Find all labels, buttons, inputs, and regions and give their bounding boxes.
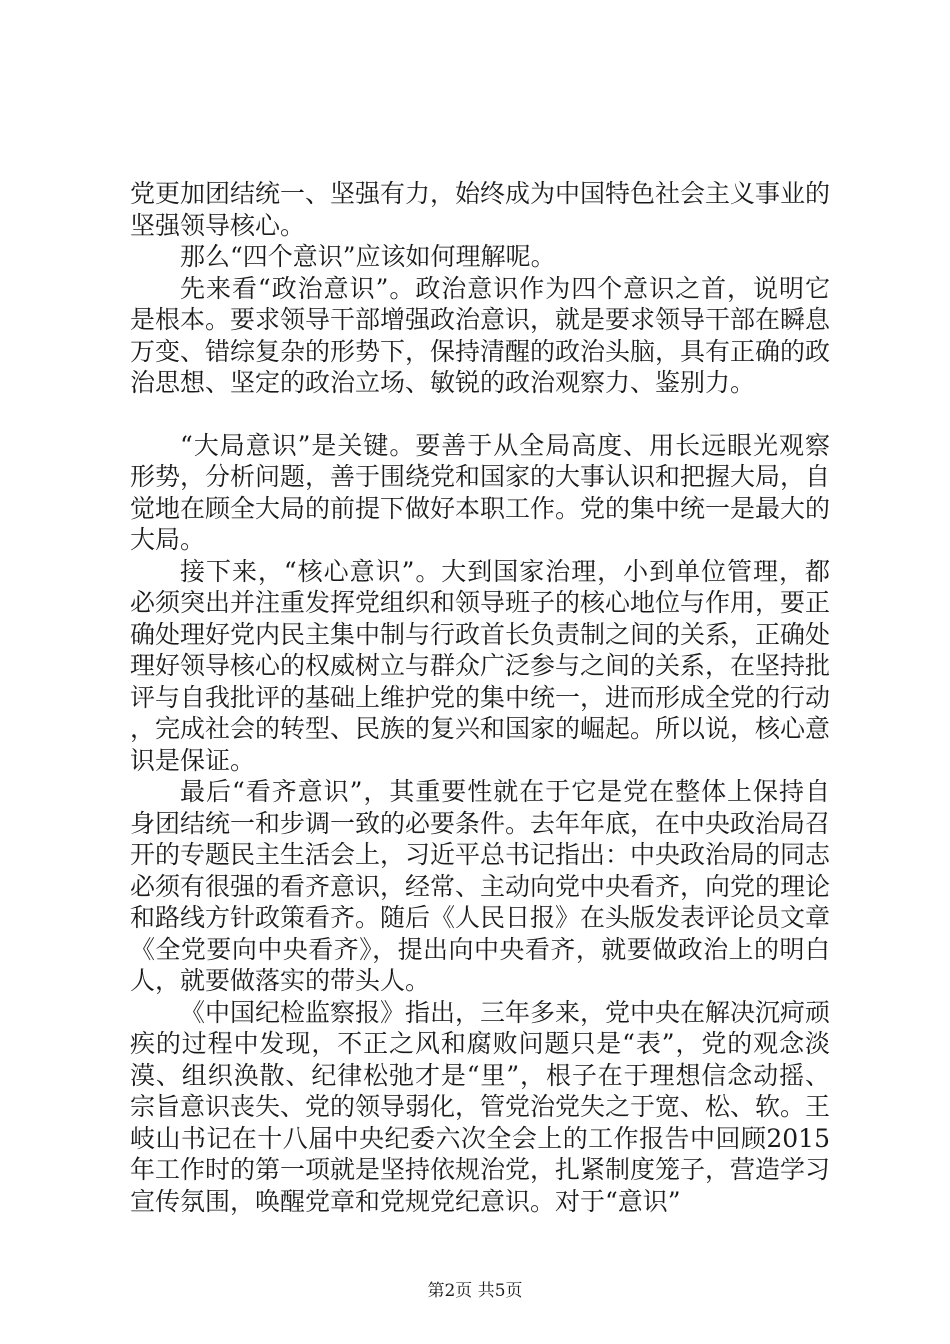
paragraph-political-awareness: 先来看“政治意识”。政治意识作为四个意识之首，说明它是根本。要求领导干部增强政治意识，就是要求领导干部在瞬息万变、错综复杂的形势下，保持清醒的政治头脑，具有正确的政治思想、坚定的政治立场、敏锐的政治观察力、鉴别力。 bbox=[130, 273, 831, 397]
paragraph-alignment-awareness: 最后“看齐意识”，其重要性就在于它是党在整体上保持自身团结统一和步调一致的必要条件。去年年底，在中央政治局召开的专题民主生活会上，习近平总书记指出：中央政治局的同志必须有很强的看齐意识，经常、主动向党中央看齐，向党的理论和路线方针政策看齐。随后《人民日报》在头版发表评论员文章《全党要向中央看齐》，提出向中央看齐，就要做政治上的明白人，就要做落实的带头人。 bbox=[130, 777, 831, 995]
paragraph-continuation: 党更加团结统一、坚强有力，始终成为中国特色社会主义事业的坚强领导核心。 bbox=[130, 179, 831, 240]
document-body bbox=[130, 178, 830, 1217]
paragraph-core-awareness: 接下来，“核心意识”。大到国家治理，小到单位管理，都必须突出并注重发挥党组织和领导班子的核心地位与作用，要正确处理好党内民主集中制与行政首长负责制之间的关系，正确处理好领导核心的权威树立与群众广泛参与之间的关系，在坚持批评与自我批评的基础上维护党的集中统一，进而形成全党的行动，完成社会的转型、民族的复兴和国家的崛起。所以说，核心意识是保证。 bbox=[130, 556, 831, 775]
page-footer: 第2页 共5页 bbox=[427, 1281, 523, 1301]
paragraph-discipline-report: 《中国纪检监察报》指出，三年多来，党中央在解决沉疴顽疾的过程中发现，不正之风和腐败问题只是“表”，党的观念淡漠、组织涣散、纪律松弛才是“里”，根子在于理想信念动摇、宗旨意识丧失、党的领导弱化，管党治党失之于宽、松、软。王岐山书记在十八届中央纪委六次全会上的工作报告中回顾2015年工作时的第一项就是坚持依规治党，扎紧制度笼子，营造学习宣传氛围，唤醒党章和党规党纪意识。对于“意识” bbox=[130, 997, 831, 1216]
paragraph-big-picture-awareness: “大局意识”是关键。要善于从全局高度、用长远眼光观察形势，分析问题，善于围绕党和国家的大事认识和把握大局，自觉地在顾全大局的前提下做好本职工作。党的集中统一是最大的大局。 bbox=[130, 430, 831, 554]
paragraph-question: 那么“四个意识”应该如何理解呢。 bbox=[180, 242, 556, 271]
